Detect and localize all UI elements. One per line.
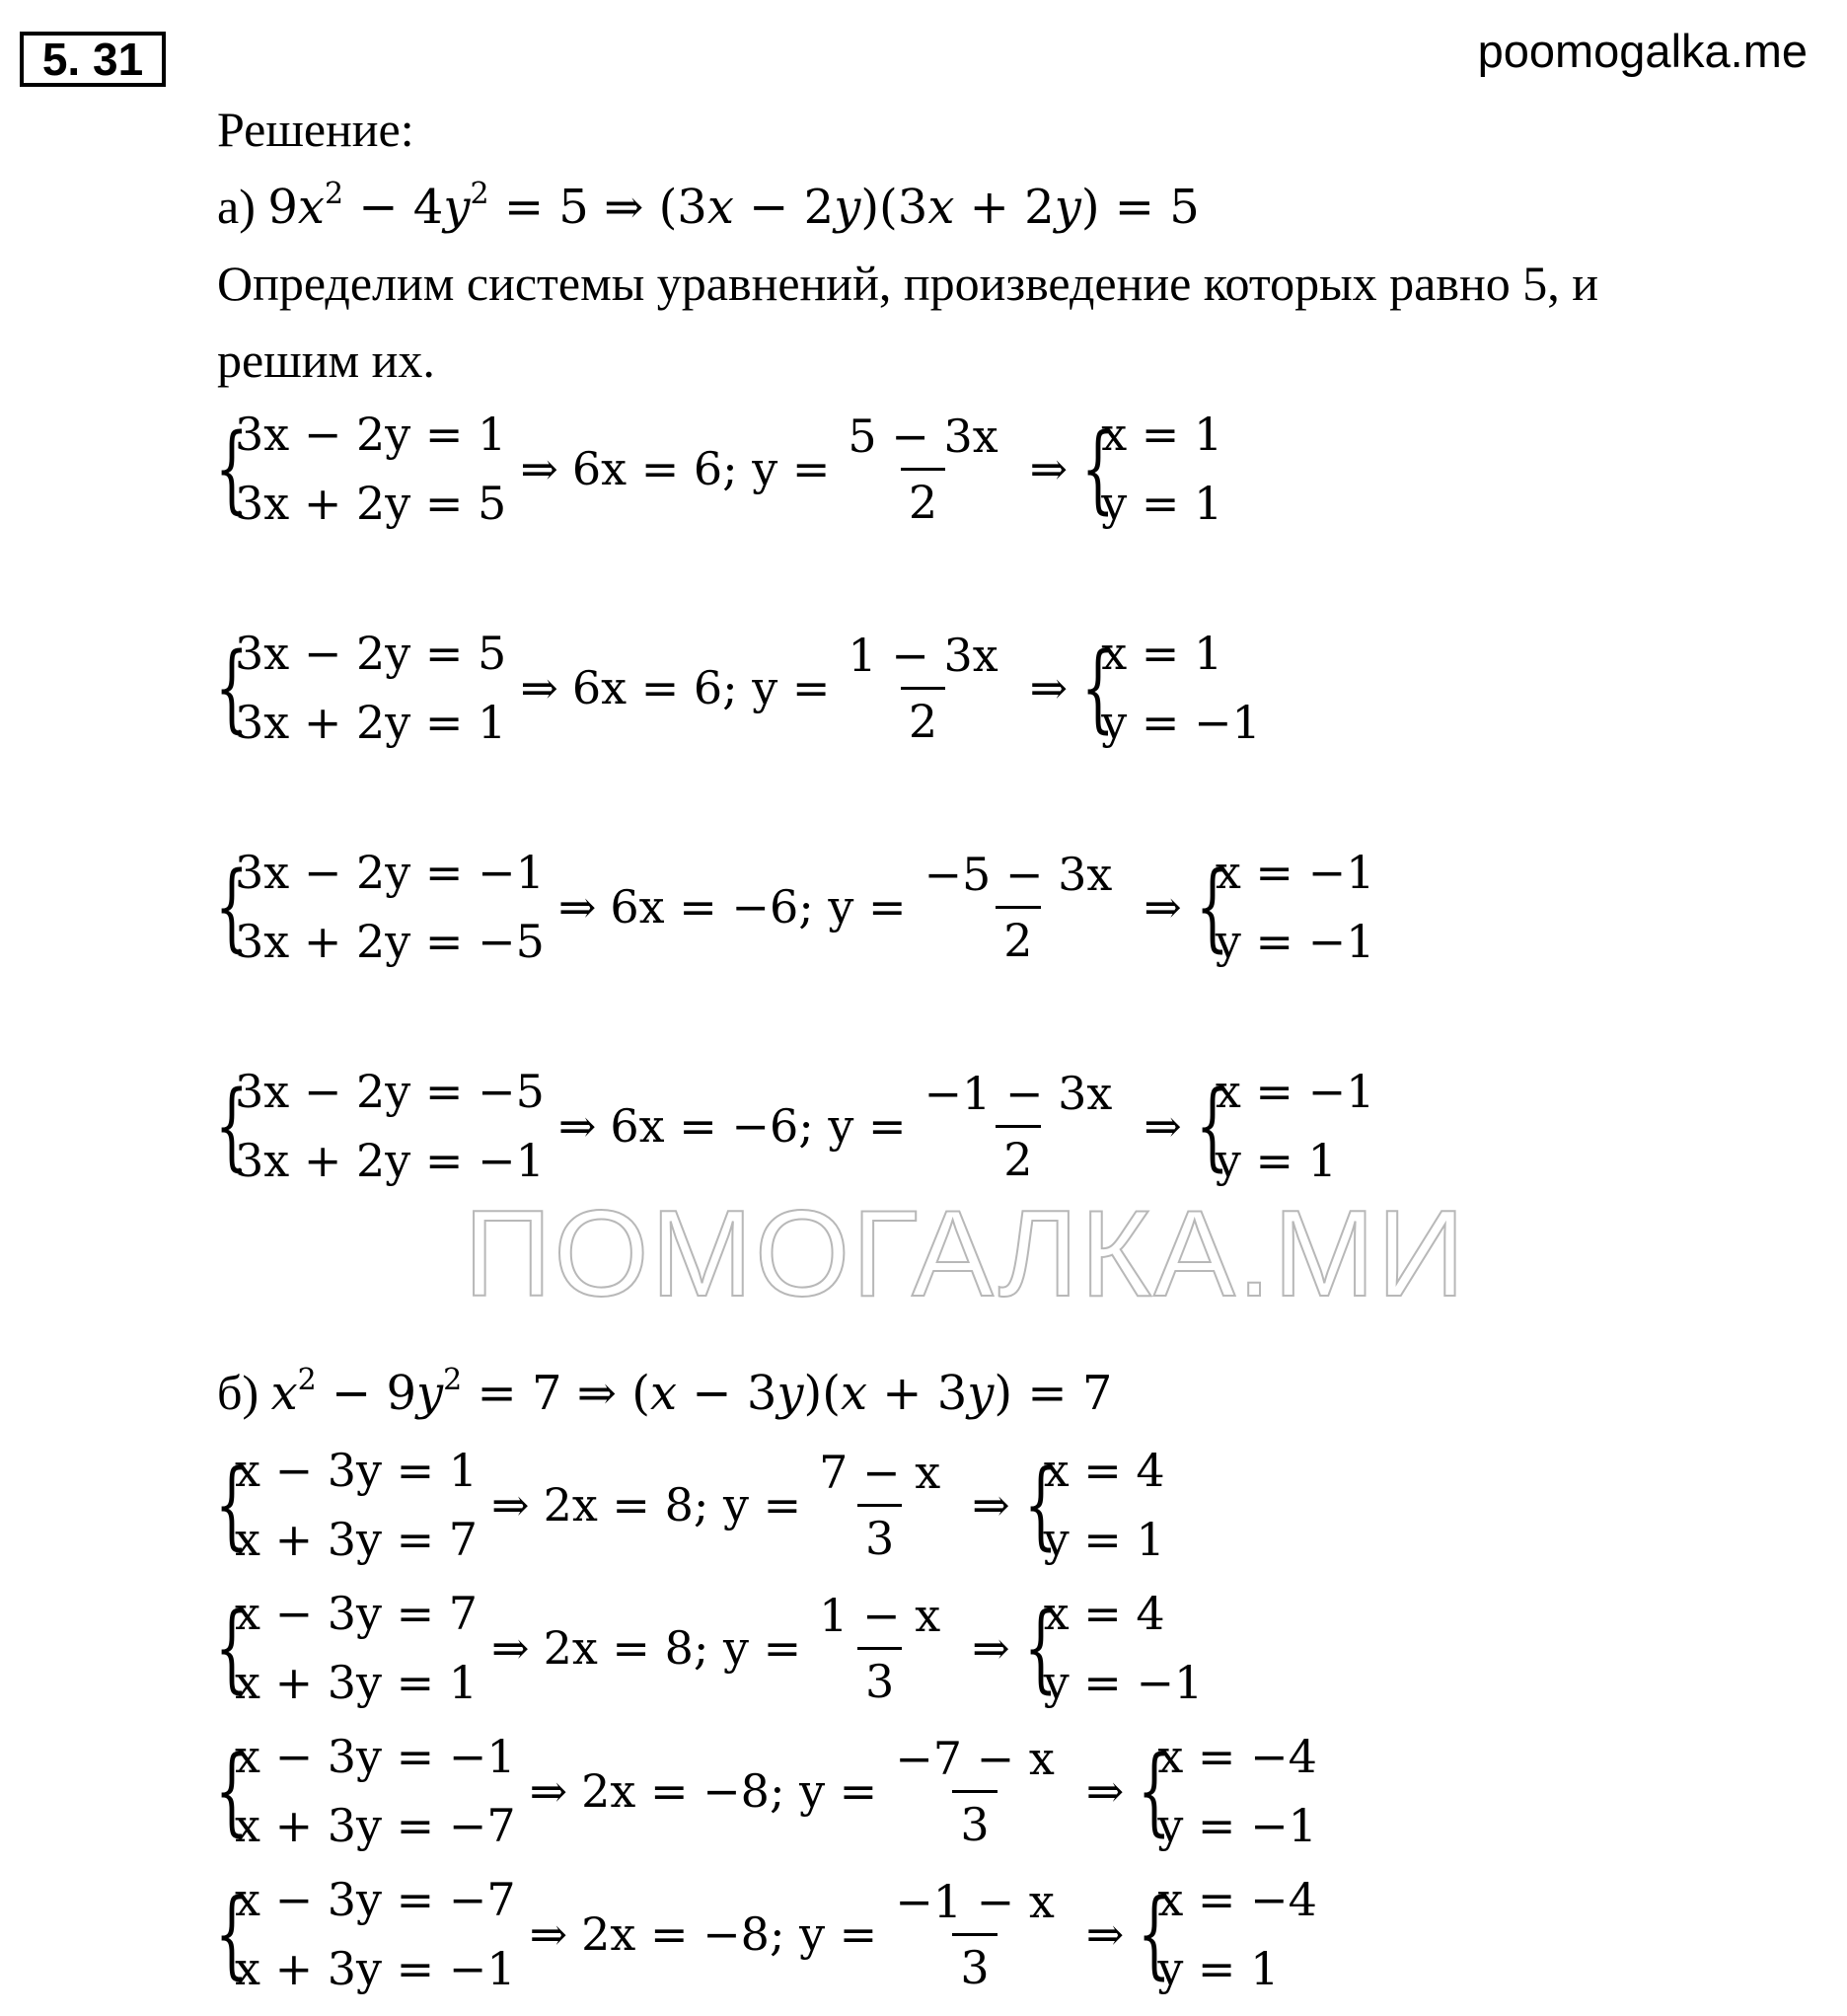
implies-arrow: ⇒ [1029,442,1069,495]
left-brace: { [1138,1736,1171,1846]
result: y = −1 [1215,915,1375,968]
left-brace: { [215,852,249,962]
intermediate: 6x = 6; y = [571,661,831,714]
intermediate: 2x = 8; y = [543,1621,802,1675]
implies-arrow: ⇒ [529,1764,568,1818]
implies-arrow: ⇒ [1029,661,1069,714]
system-row [215,400,1222,538]
numerator: 1 − 3x [848,628,998,682]
left-brace: { [1195,852,1229,962]
system-row [215,619,1261,757]
implies-arrow: ⇒ [1144,880,1182,933]
implies-arrow: ⇒ [1085,1764,1125,1818]
fraction [916,843,1120,972]
left-brace: { [215,1879,249,1989]
denominator: 3 [952,1790,997,1856]
solution-heading: Решение: [217,102,414,157]
implies-arrow: ⇒ [1085,1907,1125,1961]
part-a-equation: а) $9x^2 - 4y^2 = 5$ ⇒ (3x − 2y)(3x + 2y) = 5 [217,177,1200,235]
denominator: 2 [996,1125,1040,1191]
equation: x − 3y = 7 [235,1587,479,1640]
left-brace: { [215,1593,249,1703]
intermediate: 6x = −6; y = [610,1099,907,1153]
part-a-intro-cont: решим их. [217,333,435,388]
intermediate: 6x = −6; y = [610,880,907,933]
fraction [887,1870,1063,1999]
denominator: 3 [952,1933,997,1999]
numerator: −7 − x [895,1731,1055,1785]
fraction [887,1727,1063,1856]
fraction [811,1441,948,1570]
left-brace: { [215,1071,249,1181]
result: x = −1 [1215,1065,1375,1118]
equation: 3x + 2y = 5 [235,477,507,530]
left-brace: { [215,1450,249,1560]
denominator: 2 [901,687,945,753]
numerator: −1 − x [895,1874,1055,1928]
system-row [215,1436,1165,1574]
result: y = 1 [1101,477,1223,530]
intermediate: 6x = 6; y = [571,442,831,495]
implies-arrow: ⇒ [557,880,597,933]
result: x = 4 [1043,1587,1165,1640]
task-number: 5. 31 [41,34,144,85]
result: x = −1 [1215,846,1375,899]
result: x = 4 [1043,1444,1165,1497]
intermediate: 2x = −8; y = [581,1764,878,1818]
result: y = −1 [1043,1656,1204,1709]
equation: x − 3y = −7 [235,1873,516,1926]
implies-arrow: ⇒ [972,1621,1010,1675]
result: x = −4 [1157,1873,1317,1926]
watermark: ПОМОГАЛКА.МИ [464,1186,1467,1322]
implies-arrow: ⇒ [972,1478,1010,1531]
result: x = 1 [1101,627,1223,680]
numerator: −1 − 3x [924,1066,1113,1120]
part-b-label: б) [217,1365,259,1420]
denominator: 3 [857,1504,902,1570]
part-b-equation: б) $x^2 - 9y^2 = 7$ ⇒ (x − 3y)(x + 3y) = 7 [217,1363,1113,1421]
result: y = −1 [1157,1799,1317,1852]
task-number-box [20,32,166,87]
left-brace: { [1023,1593,1058,1703]
equation: x + 3y = −1 [235,1942,516,1995]
fraction [840,405,1005,534]
intermediate: 2x = 8; y = [543,1478,802,1531]
implies-arrow: ⇒ [491,1621,530,1675]
system-row [215,1579,1203,1717]
left-brace: { [1023,1450,1058,1560]
numerator: 5 − 3x [848,409,998,463]
left-brace: { [1195,1071,1229,1181]
equation: 3x + 2y = 1 [235,696,507,749]
left-brace: { [215,633,249,743]
implies-arrow: ⇒ [557,1099,597,1153]
equation: 3x − 2y = 5 [235,627,507,680]
fraction [840,624,1005,753]
implies-arrow: ⇒ [529,1907,568,1961]
equation: x + 3y = 7 [235,1513,479,1566]
fraction [916,1062,1120,1191]
left-brace: { [1138,1879,1171,1989]
numerator: −5 − 3x [924,847,1113,901]
result: x = 1 [1101,408,1223,461]
fraction [811,1584,948,1713]
result: y = 1 [1157,1942,1280,1995]
left-brace: { [1081,633,1115,743]
intermediate: 2x = −8; y = [581,1907,878,1961]
implies-arrow: ⇒ [520,661,558,714]
equation: x + 3y = 1 [235,1656,479,1709]
result: y = 1 [1043,1513,1165,1566]
left-brace: { [215,1736,249,1846]
result: y = 1 [1215,1134,1337,1187]
implies-arrow: ⇒ [1144,1099,1182,1153]
equation: 3x − 2y = 1 [235,408,507,461]
equation: 3x + 2y = −5 [235,915,545,968]
numerator: 1 − x [819,1588,941,1642]
system-row [215,1057,1374,1195]
left-brace: { [215,413,249,524]
part-a-label: а) [217,179,256,234]
part-a-intro: Определим системы уравнений, произведение которых равно 5, и [217,256,1598,311]
denominator: 2 [901,468,945,534]
implies-arrow: ⇒ [520,442,558,495]
system-row [215,1865,1317,2003]
equation: 3x + 2y = −1 [235,1134,545,1187]
equation: x − 3y = −1 [235,1730,516,1783]
denominator: 3 [857,1647,902,1713]
site-name: poomogalka.me [1477,25,1808,77]
system-row [215,838,1374,976]
system-row [215,1722,1317,1860]
left-brace: { [1081,413,1115,524]
equation: 3x − 2y = −5 [235,1065,545,1118]
result: y = −1 [1101,696,1261,749]
equation: x − 3y = 1 [235,1444,479,1497]
result: x = −4 [1157,1730,1317,1783]
implies-arrow: ⇒ [491,1478,530,1531]
numerator: 7 − x [819,1445,941,1499]
equation: x + 3y = −7 [235,1799,516,1852]
equation: 3x − 2y = −1 [235,846,545,899]
denominator: 2 [996,906,1040,972]
